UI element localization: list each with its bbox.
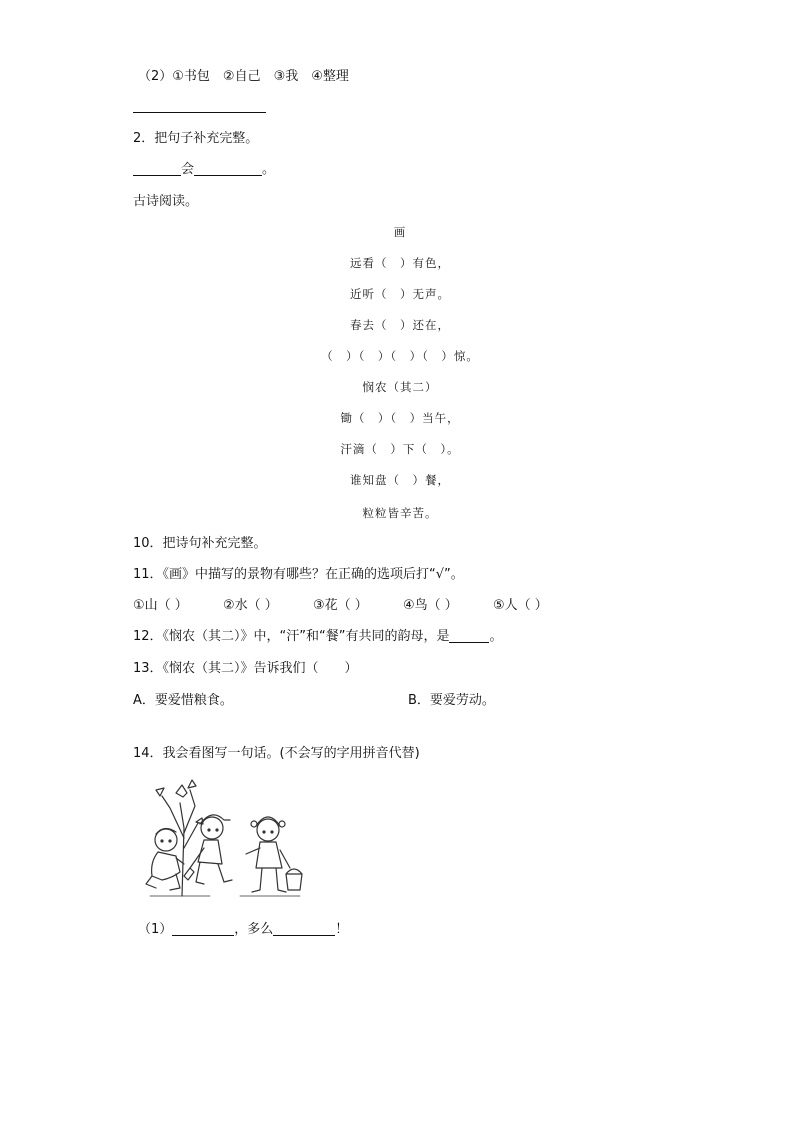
poem-title: 画: [393, 225, 407, 239]
option-b[interactable]: B．要爱劳动。: [408, 693, 495, 708]
blank[interactable]: [194, 161, 262, 176]
option-flower[interactable]: ③花（ ）: [313, 598, 368, 613]
blank[interactable]: [273, 921, 335, 936]
poem-line: 粒粒皆辛苦。: [362, 506, 438, 520]
poem-line: 汗滴（ ）下（ ）。: [340, 442, 460, 456]
poem-line: 远看（ ）有色，: [350, 256, 450, 270]
option-a[interactable]: A．要爱惜粮食。: [133, 693, 233, 708]
blank[interactable]: [449, 628, 489, 643]
question-10: 10．把诗句补充完整。: [133, 536, 267, 551]
option-person[interactable]: ⑤人（ ）: [493, 598, 548, 613]
question-13: 13．《悯农（其二）》告诉我们（ ）: [133, 661, 358, 676]
poem-title: 悯农（其二）: [362, 380, 438, 394]
question-14: 14．我会看图写一句话。(不会写的字用拼音代替): [133, 746, 420, 761]
question-2-title: 2．把句子补充完整。: [133, 131, 259, 146]
poem-line: （ ）（ ）（ ）（ ）惊。: [321, 349, 479, 363]
poem-line: 谁知盘（ ）餐，: [350, 473, 450, 487]
blank[interactable]: [172, 921, 234, 936]
section-title: 古诗阅读。: [133, 194, 199, 209]
planting-tree-illustration: [140, 778, 310, 908]
question-11: 11．《画》中描写的景物有哪些？在正确的选项后打“√”。: [133, 567, 464, 582]
poem-line: 春去（ ）还在，: [350, 318, 450, 332]
option-mountain[interactable]: ①山（ ）: [133, 598, 188, 613]
answer-line[interactable]: [133, 112, 266, 113]
question-11-options: [133, 597, 548, 615]
blank[interactable]: [133, 161, 181, 176]
question-12: 12．《悯农（其二）》中，“汗”和“餐”有共同的韵母，是 。: [133, 629, 503, 644]
poem-line: 近听（ ）无声。: [350, 287, 450, 301]
poem-line: 锄（ ）（ ）当午，: [340, 411, 460, 425]
question-2-sentence: 会 。: [133, 161, 275, 179]
question-14-1: （1） ，多么 ！: [138, 922, 349, 937]
option-water[interactable]: ②水（ ）: [223, 598, 278, 613]
option-bird[interactable]: ④鸟（ ）: [403, 598, 458, 613]
question-2-sort: （2）①书包 ②自己 ③我 ④整理: [138, 69, 349, 84]
